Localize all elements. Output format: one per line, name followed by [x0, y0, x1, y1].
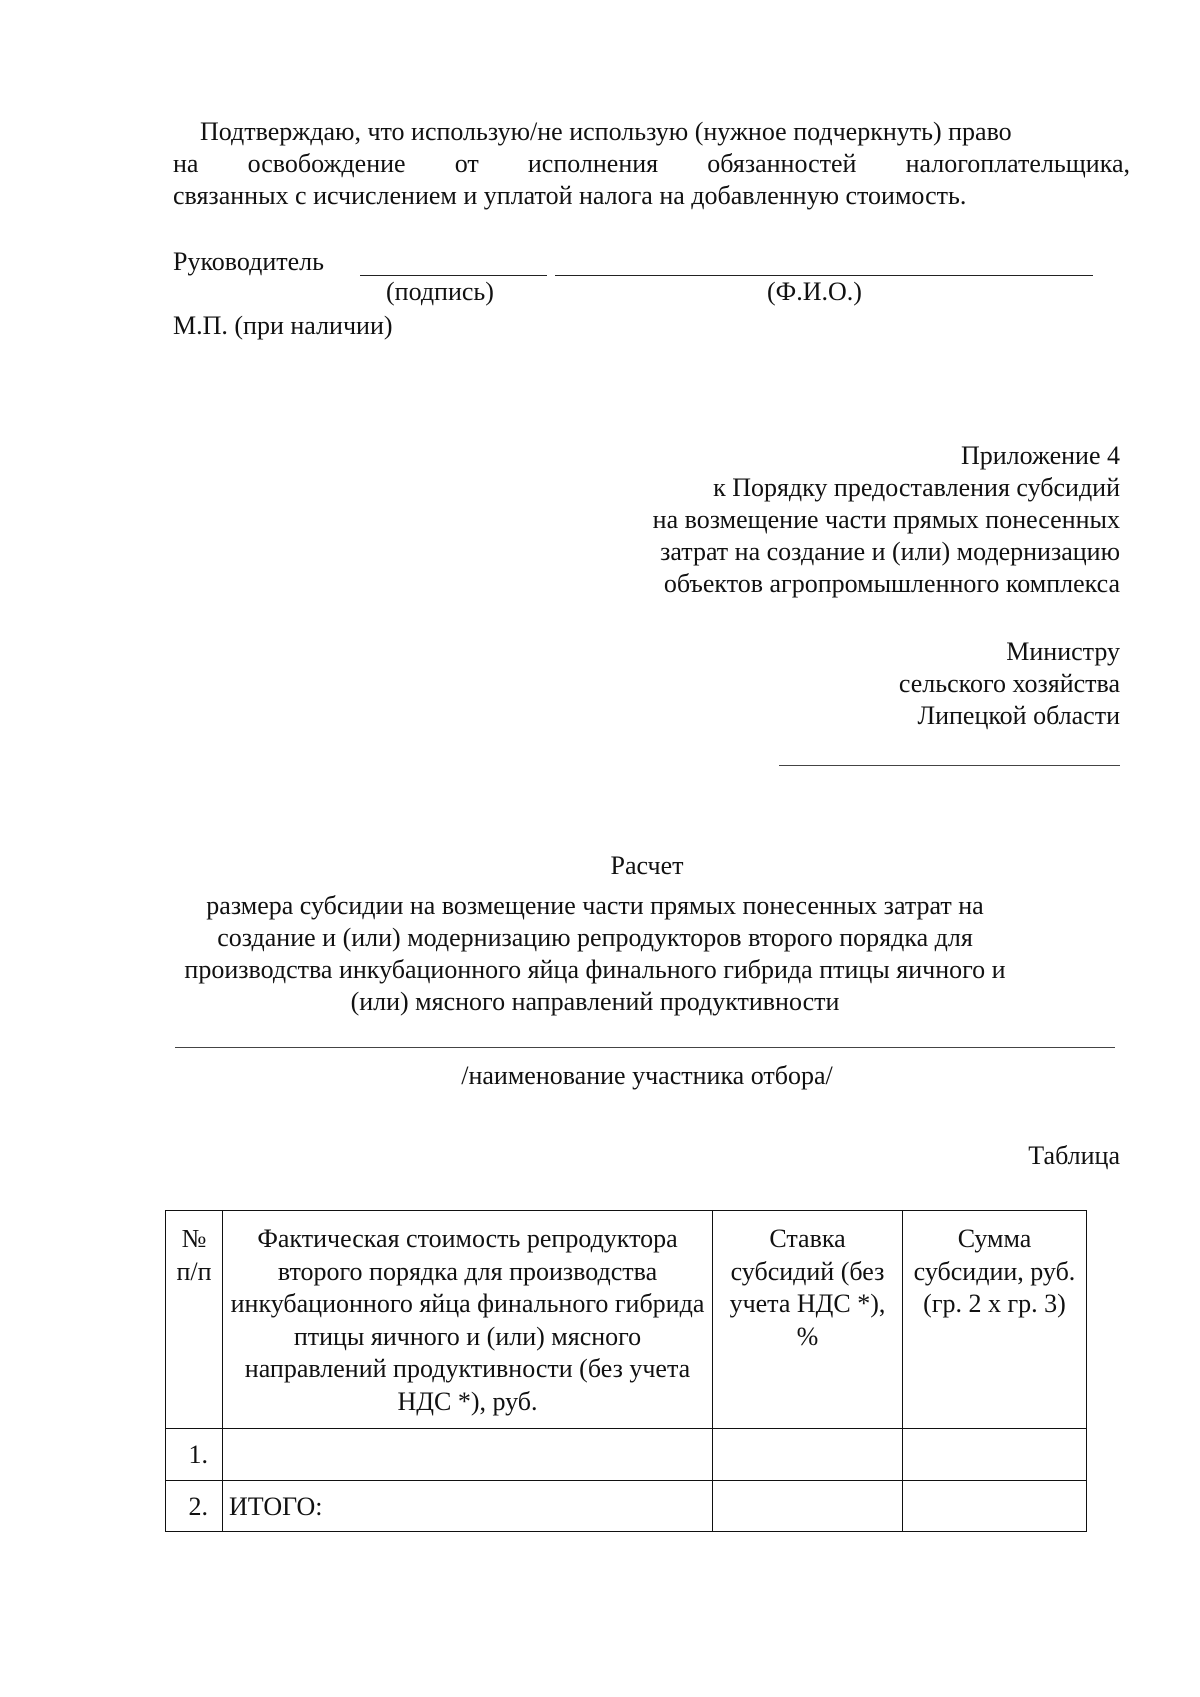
header-number: № п/п [166, 1211, 223, 1429]
table-row [166, 1480, 1087, 1532]
addressee-line-blank [779, 765, 1120, 766]
head-label: Руководитель [173, 247, 324, 276]
name-caption: (Ф.И.О.) [767, 277, 862, 306]
header-subsidy-rate: Ставка субсидий (без учета НДС *), % [713, 1211, 903, 1429]
calculation-table [165, 1210, 1087, 1532]
participant-caption: /наименование участника отбора/ [461, 1061, 833, 1090]
table-row [166, 1429, 1087, 1481]
subtitle-line: (или) мясного направлений продуктивности [350, 987, 840, 1016]
addressee-line: сельского хозяйства [898, 669, 1120, 698]
cell-number: 1. [166, 1429, 223, 1481]
participant-line [175, 1047, 1115, 1048]
appendix-block [420, 440, 1120, 600]
appendix-line: Приложение 4 [960, 441, 1120, 470]
cell-number: 2. [166, 1480, 223, 1532]
addressee-line: Липецкой области [917, 701, 1120, 730]
appendix-line: затрат на создание и (или) модернизацию [660, 537, 1120, 566]
addressee-block [620, 636, 1120, 732]
addressee-line: Министру [1006, 637, 1120, 666]
cell-actual-cost: ИТОГО: [223, 1480, 713, 1532]
cell-subsidy-rate [713, 1480, 903, 1532]
document-subtitle [45, 890, 1145, 1018]
cell-actual-cost [223, 1429, 713, 1481]
appendix-line: на возмещение части прямых понесенных [652, 505, 1120, 534]
subtitle-line: размера субсидии на возмещение части прямых понесенных затрат на [206, 891, 984, 920]
subtitle-line: производства инкубационного яйца финального гибрида птицы яичного и [184, 955, 1006, 984]
confirm-line-3: связанных с исчислением и уплатой налога на добавленную стоимость. [173, 181, 967, 210]
appendix-line: объектов агропромышленного комплекса [663, 569, 1120, 598]
cell-subsidy-amount [903, 1480, 1087, 1532]
table-header-row [166, 1211, 1087, 1429]
subtitle-line: создание и (или) модернизацию репродукторов второго порядка для [217, 923, 973, 952]
confirm-line-2: на освобождение от исполнения обязанностей налогоплательщика, [173, 149, 1130, 178]
confirm-line-1: Подтверждаю, что использую/не использую (нужное подчеркнуть) право [200, 117, 1012, 146]
header-subsidy-amount: Сумма субсидии, руб. (гр. 2 х гр. 3) [903, 1211, 1087, 1429]
document-heading: Расчет [610, 851, 684, 880]
header-actual-cost: Фактическая стоимость репродуктора второго порядка для производства инкубационного яйца финального гибрида птицы яичного и (или) мясного направлений продуктивности (без учета НДС *), руб. [223, 1211, 713, 1429]
signature-caption: (подпись) [386, 277, 494, 306]
stamp-label: М.П. (при наличии) [173, 311, 393, 340]
cell-subsidy-amount [903, 1429, 1087, 1481]
table-label: Таблица [1028, 1141, 1120, 1170]
appendix-line: к Порядку предоставления субсидий [713, 473, 1120, 502]
cell-subsidy-rate [713, 1429, 903, 1481]
